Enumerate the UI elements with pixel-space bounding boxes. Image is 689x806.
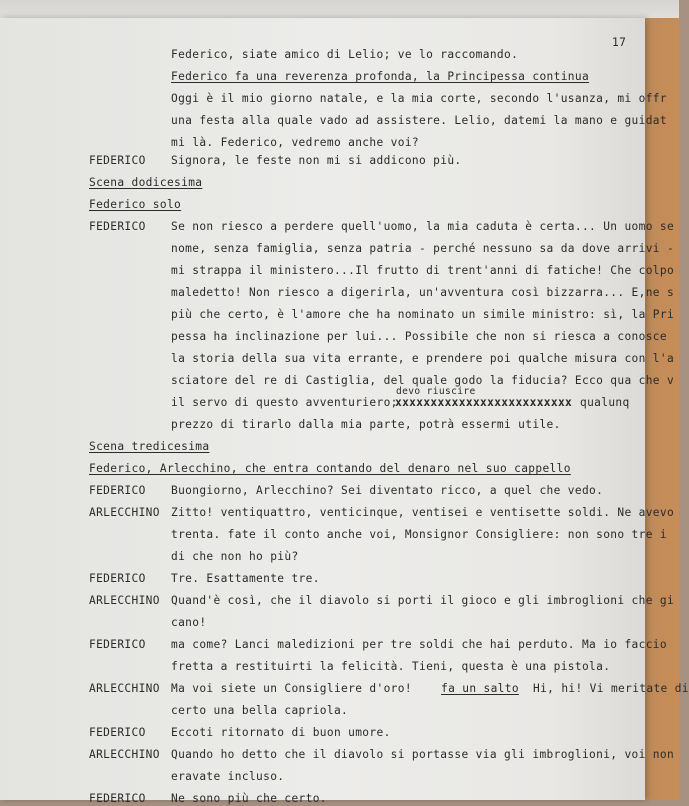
page-number: 17	[612, 36, 627, 49]
text-line: devo riuscire	[396, 386, 476, 397]
text-line: pessa ha inclinazione per lui... Possibile che non si riesca a conosce	[171, 330, 667, 343]
text-line: Eccoti ritornato di buon umore.	[171, 726, 391, 739]
speaker-name: FEDERICO	[89, 792, 146, 805]
speaker-name: ARLECCHINO	[89, 506, 160, 519]
scene-heading: Federico solo	[89, 198, 182, 211]
text-line: il servo di questo avventuriero;	[171, 396, 398, 409]
speaker-name: FEDERICO	[89, 484, 146, 497]
text-line: nome, senza famiglia, senza patria - perché nessuno sa da dove arrivi -	[171, 242, 675, 255]
text-line: sciatore del re di Castiglia, del quale godo la fiducia? Ecco qua che v	[171, 374, 675, 387]
text-line: Federico, siate amico di Lelio; ve lo raccomando.	[171, 48, 519, 61]
speaker-name: ARLECCHINO	[89, 594, 160, 607]
text-line: mi là. Federico, vedremo anche voi?	[171, 136, 419, 149]
speaker-name: FEDERICO	[89, 726, 146, 739]
text-line: xxxxxxxxxxxxxxxxxxxxxxxxx	[395, 396, 573, 409]
text-line: Zitto! ventiquattro, venticinque, ventisei e ventisette soldi. Ne avevo	[171, 506, 675, 519]
text-line: Buongiorno, Arlecchino? Sei diventato ricco, a quel che vedo.	[171, 484, 604, 497]
text-line: Federico fa una reverenza profonda, la Principessa continua	[171, 70, 590, 83]
text-line: fretta a restituirti la felicità. Tieni, questa è una pistola.	[171, 660, 611, 673]
text-line: una festa alla quale vado ad assistere. Lelio, datemi la mano e guidat	[171, 114, 667, 127]
text-line: Quando ho detto che il diavolo si portasse via gli imbroglioni, voi non	[171, 748, 675, 761]
top-strip	[0, 0, 679, 18]
text-line: Ne sono più che certo.	[171, 792, 327, 805]
speaker-name: FEDERICO	[89, 220, 146, 233]
speaker-name: ARLECCHINO	[89, 748, 160, 761]
text-line: Tre. Esattamente tre.	[171, 572, 320, 585]
text-line: di che non ho più?	[171, 550, 299, 563]
scene-heading: Scena dodicesima	[89, 176, 203, 189]
text-line: Ma voi siete un Consigliere d'oro!	[171, 682, 412, 695]
text-line: Se non riesco a perdere quell'uomo, la mia caduta è certa... Un uomo se	[171, 220, 675, 233]
text-line: fa un salto	[441, 682, 519, 695]
text-line: qualunq	[580, 396, 630, 409]
text-line: certo una bella capriola.	[171, 704, 349, 717]
speaker-name: FEDERICO	[89, 154, 146, 167]
text-line: Signora, le feste non mi si addicono più.	[171, 154, 462, 167]
scene-heading: Scena tredicesima	[89, 440, 210, 453]
text-line: prezzo di tirarlo dalla mia parte, potrà essermi utile.	[171, 418, 561, 431]
text-line: Quand'è così, che il diavolo si porti il gioco e gli imbroglioni che gi	[171, 594, 675, 607]
text-line: eravate incluso.	[171, 770, 285, 783]
text-line: mi strappa il ministero...Il frutto di trent'anni di fatiche! Che colpo	[171, 264, 675, 277]
speaker-name: FEDERICO	[89, 638, 146, 651]
text-line: Hi, hi! Vi meritate di	[533, 682, 689, 695]
text-line: più che certo, è l'amore che ha nominato un simile ministro: sì, la Pri	[171, 308, 675, 321]
document-page	[0, 18, 689, 805]
text-line: ma come? Lanci maledizioni per tre soldi che hai perduto. Ma io faccio	[171, 638, 667, 651]
speaker-name: FEDERICO	[89, 572, 146, 585]
text-line: Oggi è il mio giorno natale, e la mia corte, secondo l'usanza, mi offr	[171, 92, 667, 105]
scene-heading: Federico, Arlecchino, che entra contando del denaro nel suo cappello	[89, 462, 571, 475]
speaker-name: ARLECCHINO	[89, 682, 160, 695]
text-line: maledetto! Non riesco a digerirla, un'avventura così bizzarra... E,ne s	[171, 286, 675, 299]
text-line: trenta. fate il conto anche voi, Monsignor Consigliere: non sono tre i	[171, 528, 667, 541]
text-line: cano!	[171, 616, 207, 629]
text-line: la storia della sua vita errante, e prendere poi qualche misura con l'a	[171, 352, 675, 365]
